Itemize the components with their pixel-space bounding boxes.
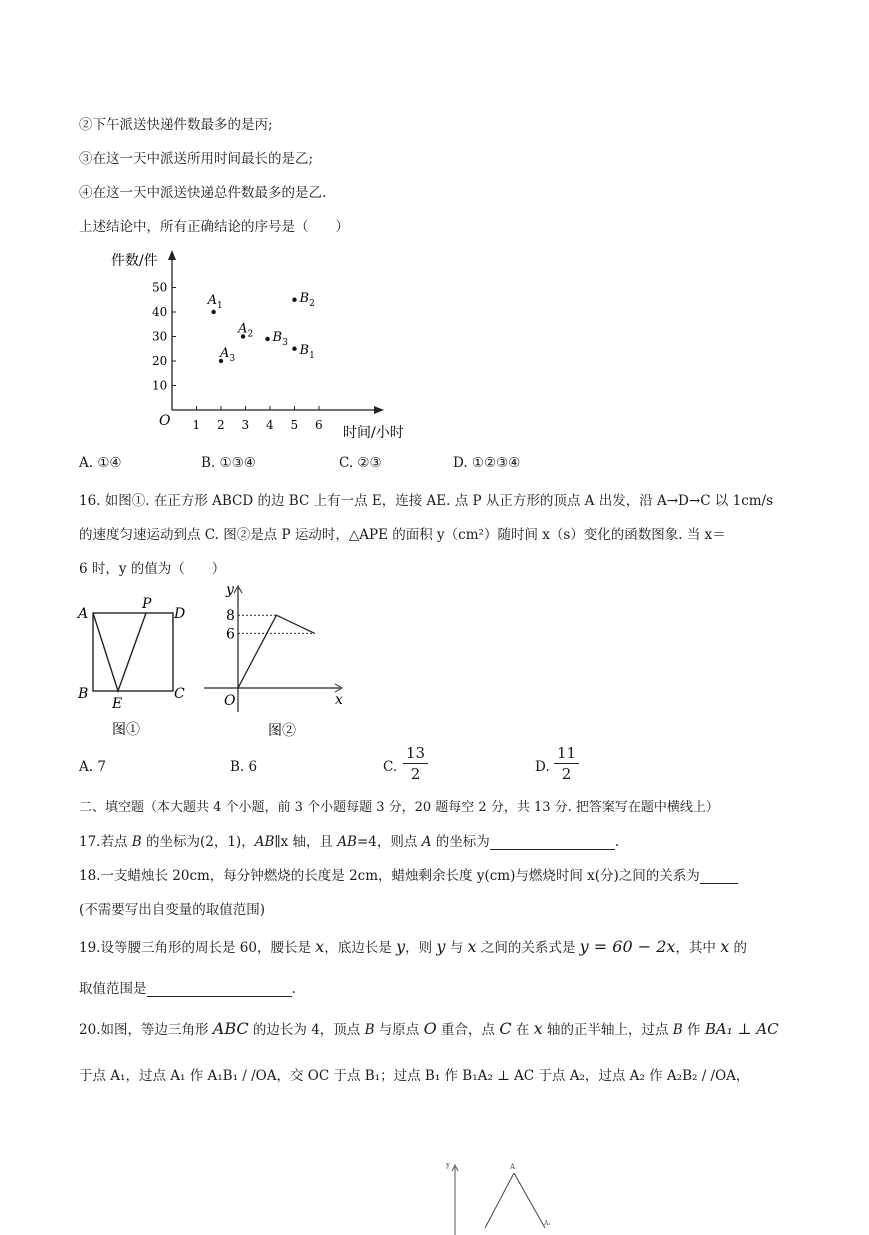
q19-text: 19.设等腰三角形的周长是 60，腰长是 [79, 940, 316, 956]
q19-var: x [315, 937, 325, 956]
y-tick-label: 6 [226, 626, 235, 643]
fraction-denominator: 2 [410, 765, 421, 783]
label-B: B [78, 686, 89, 702]
y-tick-label: 30 [152, 329, 168, 344]
option-a: A. ①④ [79, 455, 122, 471]
figure-3-triangle [430, 1155, 610, 1235]
point-label-a2: $A_2$ [238, 321, 254, 340]
question-18-line1 [79, 864, 738, 884]
vertex-A1-label: A₁ [544, 1220, 551, 1227]
caption-figure-2: 图② [268, 723, 296, 739]
q16-option-c-fraction [403, 743, 428, 784]
q19-text: ，则 [405, 940, 437, 956]
q20-formula: BA₁ ⊥ AC [704, 1020, 779, 1038]
caption-figure-1: 图① [112, 722, 140, 738]
question-15-ask: 上述结论中，所有正确结论的序号是（ ） [79, 219, 349, 235]
q16-option-d-fraction [554, 743, 579, 784]
label-D: D [174, 606, 186, 622]
x-axis-label: x [335, 692, 343, 708]
y-tick-label: 20 [152, 354, 168, 368]
q18-text: 18.一支蜡烛长 20cm，每分钟燃烧的长度是 2cm，蜡烛剩余长度 y(cm)与燃烧时间 x(分)之间的关系为 [79, 868, 700, 884]
answer-blank-19[interactable] [147, 982, 292, 997]
option-c: C. ②③ [339, 455, 382, 471]
y-tick-label: 50 [152, 280, 168, 295]
statement-4: ④在这一天中派送快递总件数最多的是乙. [79, 185, 327, 201]
q19-var: x [720, 937, 730, 956]
y-tick-label: 8 [226, 608, 235, 625]
q19-text: ，底边长是 [324, 940, 397, 956]
q17-text: 的坐标为 [431, 834, 490, 850]
origin-label: O [224, 693, 236, 709]
point-a1 [211, 310, 215, 314]
q19-formula: y = 60 − 2x [579, 937, 676, 956]
label-P: P [142, 596, 152, 612]
option-d: D. ①②③④ [453, 455, 521, 471]
point-label-b2: $B_2$ [299, 290, 315, 309]
point-b1 [292, 347, 296, 351]
q19-text: 之间的关系式是 [476, 940, 580, 956]
vertex-A-label: A [510, 1163, 516, 1171]
q20-text: 作 [682, 1022, 705, 1038]
option-b: B. ①③④ [201, 455, 256, 471]
q20-text: 在 [511, 1022, 534, 1038]
q17-var: AB [337, 834, 357, 850]
q20-text: 的边长为 4，顶点 [248, 1022, 365, 1038]
question-16-line1: 16. 如图①. 在正方形 ABCD 的边 BC 上有一点 E，连接 AE. 点 P 从正方形的顶点 A 出发，沿 A→D→C 以 1cm/s [79, 493, 774, 509]
point-label-b1: $B_1$ [299, 342, 315, 361]
q16-option-b: B. 6 [230, 759, 258, 775]
x-tick-label: 1 [192, 418, 201, 432]
origin-label: O [159, 413, 171, 429]
x-tick-label: 5 [290, 418, 299, 432]
q16-option-c-prefix: C. [383, 759, 398, 775]
q20-text: 与原点 [374, 1022, 424, 1038]
x-tick-label: 3 [241, 418, 250, 432]
point-b2 [292, 298, 296, 302]
section-2-heading: 二、填空题（本大题共 4 个小题，前 3 个小题每题 3 分，20 题每空 2 分，共 13 分. 把答案写在题中横线上） [79, 800, 719, 815]
answer-blank-17[interactable] [490, 835, 615, 850]
q20-var: B [364, 1022, 375, 1038]
q20-text: 重合，点 [436, 1022, 500, 1038]
q19-var: y [436, 937, 446, 956]
question-19-line2 [79, 977, 296, 997]
fraction-numerator: 13 [403, 743, 428, 764]
q19-text: 的 [729, 940, 748, 956]
q20-var: B [672, 1022, 683, 1038]
question-16-line2: 的速度匀速运动到点 C. 图②是点 P 运动时，△APE 的面积 y（cm²）随时间 x（s）变化的函数图象. 当 x＝ [79, 527, 726, 543]
x-axis-arrow [374, 406, 384, 414]
q17-var: AB [254, 834, 275, 850]
q19-var: y [396, 937, 406, 956]
q20-var: C [499, 1019, 512, 1038]
q16-option-d-prefix: D. [535, 759, 550, 775]
q19-text: 取值范围是 [79, 981, 147, 997]
q19-text: 与 [445, 940, 468, 956]
label-C: C [174, 686, 185, 702]
label-E: E [112, 696, 123, 712]
scatter-chart [100, 245, 420, 445]
q17-text: 17.若点 [79, 834, 132, 850]
q17-var: B [131, 834, 142, 850]
q20-var: ABC [212, 1019, 249, 1038]
question-18-line2: (不需要写出自变量的取值范围) [79, 902, 266, 918]
fraction-denominator: 2 [561, 765, 572, 783]
y-axis-label: y [226, 582, 234, 598]
question-20-line1 [79, 1018, 779, 1038]
y-tick-label: 40 [152, 305, 168, 319]
y-axis-arrow [168, 250, 176, 260]
q17-text: 的坐标为(2，1)， [141, 834, 255, 850]
q20-text: 20.如图，等边三角形 [79, 1022, 213, 1038]
q20-var: O [423, 1019, 437, 1038]
figure-2-graph [200, 580, 360, 740]
y-tick-label: 10 [152, 378, 168, 393]
q19-text: ，其中 [675, 940, 721, 956]
label-A: A [78, 606, 89, 622]
question-19-line1 [79, 936, 747, 956]
x-axis-label: 时间/小时 [343, 425, 404, 441]
question-17 [79, 830, 619, 850]
q20-text: 轴的正半轴上，过点 [542, 1022, 673, 1038]
answer-blank-18[interactable] [700, 869, 738, 884]
point-label-a3: $A_3$ [220, 346, 236, 364]
x-tick-label: 6 [315, 418, 323, 432]
x-tick-label: 2 [217, 418, 225, 432]
q16-option-a: A. 7 [79, 759, 106, 775]
point-b3 [265, 337, 269, 341]
axis-y-label: y [446, 1161, 450, 1169]
figure-1-square [75, 595, 205, 745]
q20-var: x [533, 1019, 543, 1038]
statement-2: ②下午派送快递件数最多的是丙; [79, 117, 273, 133]
q19-text: . [291, 981, 296, 997]
question-16-line3: 6 时，y 的值为（ ） [79, 561, 226, 577]
point-label-b3: $B_3$ [272, 329, 288, 348]
q17-text: =4，则点 [356, 834, 422, 850]
q17-text: ∥x 轴，且 [274, 834, 338, 850]
statement-3: ③在这一天中派送所用时间最长的是乙; [79, 151, 314, 167]
y-axis-label: 件数/件 [111, 253, 158, 269]
fraction-numerator: 11 [554, 743, 579, 764]
x-tick-label: 4 [266, 418, 274, 432]
q17-var: A [421, 834, 432, 850]
question-20-line2: 于点 A₁，过点 A₁ 作 A₁B₁ / /OA，交 OC 于点 B₁；过点 B₁ 作 B₁A₂ ⊥ AC 于点 A₂，过点 A₂ 作 A₂B₂ / /OA， [79, 1068, 750, 1084]
q19-var: x [467, 937, 477, 956]
graph-line [238, 615, 315, 688]
point-label-a1: $A_1$ [207, 293, 223, 311]
q17-text: . [614, 834, 620, 850]
